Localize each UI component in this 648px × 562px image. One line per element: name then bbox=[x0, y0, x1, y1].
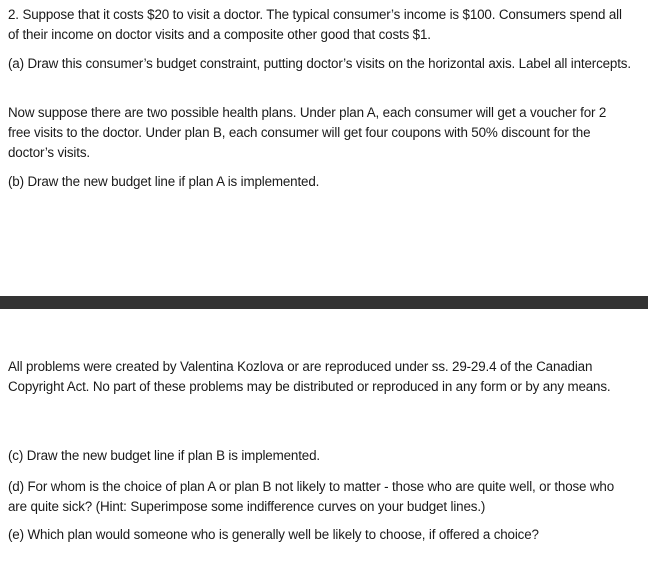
health-plans-description: Now suppose there are two possible health plans. Under plan A, each consumer will get a voucher for 2 free visits to the doctor. Under plan B, each consumer will get four coupons with 50% discount for the doctor’s visits. bbox=[8, 105, 607, 160]
question-part-b: (b) Draw the new budget line if plan A is implemented. bbox=[8, 174, 320, 189]
page-divider bbox=[0, 296, 648, 309]
question-intro: 2. Suppose that it costs $20 to visit a doctor. The typical consumer’s income is $100. Consumers spend all of their income on doctor visits and a composite other good that costs $1. bbox=[8, 7, 622, 42]
question-part-c: (c) Draw the new budget line if plan B is implemented. bbox=[8, 448, 320, 463]
copyright-notice: All problems were created by Valentina Kozlova or are reproduced under ss. 29-29.4 of the Canadian Copyright Act. No part of these problems may be distributed or reproduced in any form or by any means. bbox=[8, 359, 611, 394]
question-part-d: (d) For whom is the choice of plan A or plan B not likely to matter - those who are quite well, or those who are quite sick? (Hint: Superimpose some indifference curves on your budget lines.) bbox=[8, 479, 615, 514]
question-part-a: (a) Draw this consumer’s budget constraint, putting doctor’s visits on the horizontal axis. Label all intercepts. bbox=[8, 56, 631, 71]
question-part-e: (e) Which plan would someone who is generally well be likely to choose, if offered a choice? bbox=[8, 527, 539, 542]
